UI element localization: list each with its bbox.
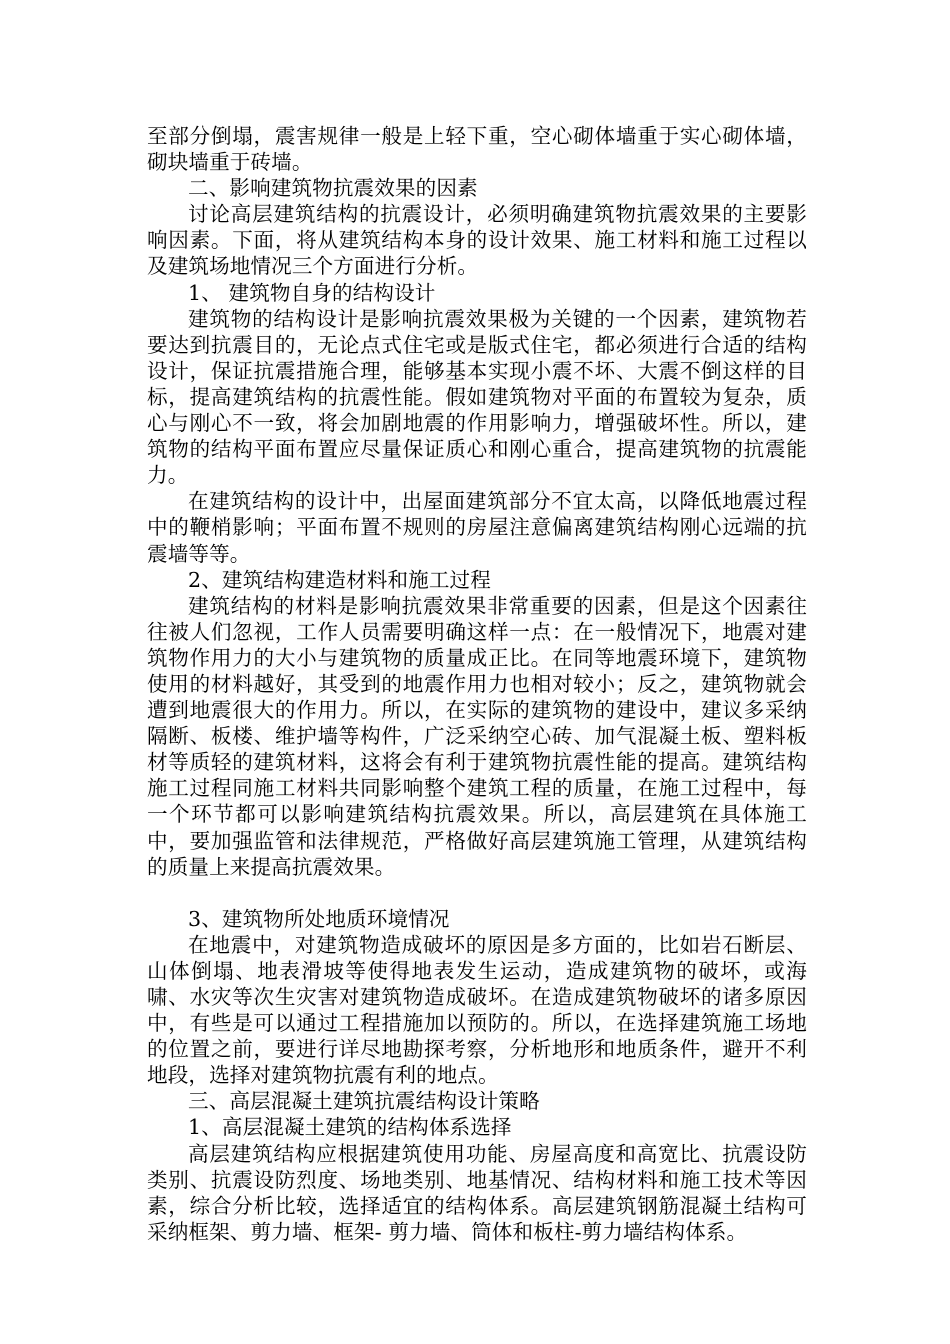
- section-heading-3: 三、高层混凝土建筑抗震结构设计策略: [188, 1089, 540, 1114]
- subsection-heading-3-1: 1、高层混凝土建筑的结构体系选择: [188, 1115, 512, 1140]
- section-heading-2: 二、影响建筑物抗震效果的因素: [188, 176, 478, 201]
- paragraph-materials: 建筑结构的材料是影响抗震效果非常重要的因素，但是这个因素往往被人们忽视，工作人员需要明确这样一点：在一般情况下，地震对建筑物作用力的大小与建筑物的质量成正比。在同等地震环境下，建筑物使用的材料越好，其受到的地震作用力也相对较小；反之，建筑物就会遭到地震很大的作用力。所以，在实际的建筑物的建设中，建议多采纳隔断、板楼、维护墙等构件，广泛采纳空心砖、加气混凝土板、塑料板材等质轻的建筑材料，这将会有利于建筑物抗震性能的提高。建筑结构施工过程同施工材料共同影响整个建筑工程的质量，在施工过程中，每一个环节都可以影响建筑结构抗震效果。所以，高层建筑在具体施工中，要加强监管和法律规范，严格做好高层建筑施工管理，从建筑结构的质量上来提高抗震效果。: [147, 593, 807, 879]
- blank-line: [147, 880, 807, 906]
- paragraph-continuation: 至部分倒塌，震害规律一般是上轻下重，空心砌体墙重于实心砌体墙，砌块墙重于砖墙。: [147, 124, 807, 175]
- paragraph-structural-system: 高层建筑结构应根据建筑使用功能、房屋高度和高宽比、抗震设防类别、抗震设防烈度、场地类别、地基情况、结构材料和施工技术等因素，综合分析比较，选择适宜的结构体系。高层建筑钢筋混凝土结构可采纳框架、剪力墙、框架- 剪力墙、筒体和板柱-剪力墙结构体系。: [147, 1141, 807, 1244]
- paragraph-intro: 讨论高层建筑结构的抗震设计，必须明确建筑物抗震效果的主要影响因素。下面，将从建筑结构本身的设计效果、施工材料和施工过程以及建筑场地情况三个方面进行分析。: [147, 202, 807, 279]
- paragraph-roof-design: 在建筑结构的设计中，出屋面建筑部分不宜太高，以降低地震过程中的鞭梢影响；平面布置不规则的房屋注意偏离建筑结构刚心远端的抗震墙等等。: [147, 489, 807, 566]
- subsection-heading-2-2: 2、建筑结构建造材料和施工过程: [188, 567, 491, 592]
- paragraph-structural-design: 建筑物的结构设计是影响抗震效果极为关键的一个因素，建筑物若要达到抗震目的，无论点式住宅或是版式住宅，都必须进行合适的结构设计，保证抗震措施合理，能够基本实现小震不坏、大震不倒这样的目标，提高建筑结构的抗震性能。假如建筑物对平面的布置较为复杂，质心与刚心不一致，将会加剧地震的作用影响力，增强破坏性。所以，建筑物的结构平面布置应尽量保证质心和刚心重合，提高建筑物的抗震能力。: [147, 306, 807, 488]
- document-body: [147, 123, 807, 1245]
- subsection-heading-2-1: 1、 建筑物自身的结构设计: [188, 280, 436, 305]
- subsection-heading-2-3: 3、建筑物所处地质环境情况: [188, 906, 450, 931]
- paragraph-geology: 在地震中，对建筑物造成破坏的原因是多方面的，比如岩石断层、山体倒塌、地表滑坡等使得地表发生运动，造成建筑物的破坏，或海啸、水灾等次生灾害对建筑物造成破坏。在造成建筑物破坏的诸多原因中，有些是可以通过工程措施加以预防的。所以，在选择建筑施工场地的位置之前，要进行详尽地勘探考察，分析地形和地质条件，避开不利地段，选择对建筑物抗震有利的地点。: [147, 932, 807, 1088]
